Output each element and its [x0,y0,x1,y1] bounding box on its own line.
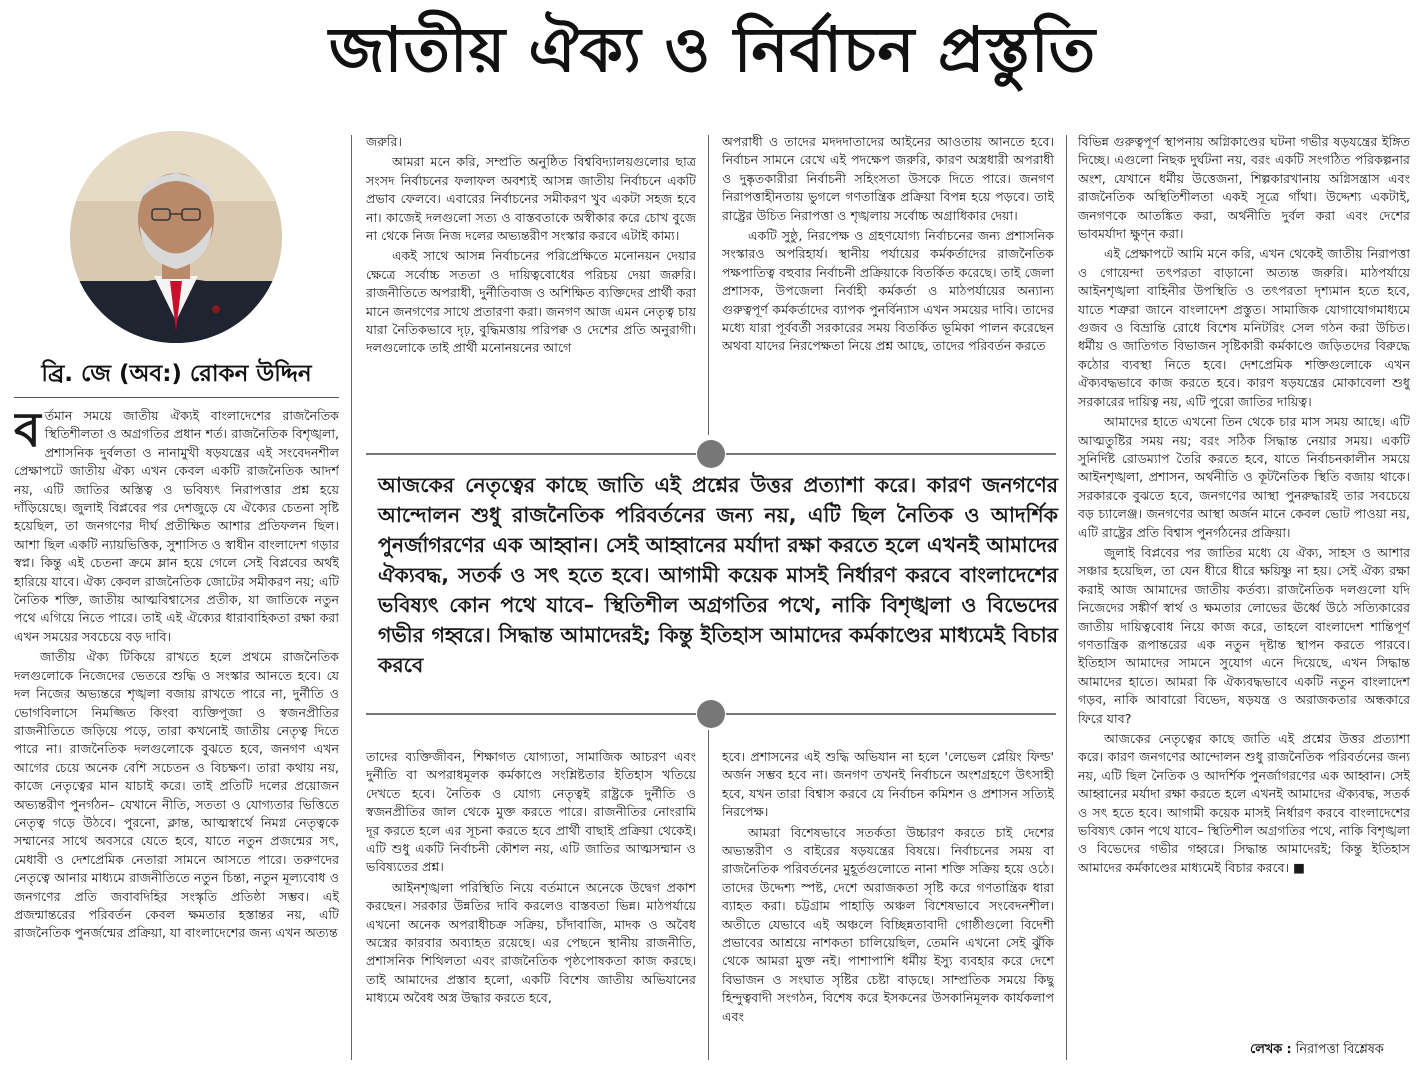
pull-quote: আজকের নেতৃত্বের কাছে জাতি এই প্রশ্নের উত্তর প্রত্যাশা করে। কারণ জনগণের আন্দোলন শুধু রাজনৈতিক পরিবর্তনের জন্য নয়, এটি ছিল নৈতিক ও আদর্শিক পুনর্জাগরণের এক আহ্বান। সেই আহ্বানের মর্যাদা রক্ষা করতে হলে এখনই আমাদের ঐক্যবদ্ধ, সতর্ক ও সৎ হতে হবে। আগামী কয়েক মাসই নির্ধারণ করবে বাংলাদেশের ভবিষ্যৎ কোন পথে যাবে– স্থিতিশীল অগ্রগতির পথে, নাকি বিশৃঙ্খলা ও বিভেদের গভীর গহ্বরে। সিদ্ধান্ত আমাদেরই; কিন্তু ইতিহাস আমাদের কর্মকাণ্ডের মাধ্যমেই বিচার করবে [378,473,1058,677]
ornament-divider-top [366,440,1056,468]
ornament-dot-icon [697,700,725,728]
column-4-paragraph: এই প্রেক্ষাপটে আমি মনে করি, এখন থেকেই জাতীয় নিরাপত্তা ও গোয়েন্দা তৎপরতা বাড়ানো অত্যন্ত জরুরি। মাঠপর্যায়ে আইনশৃঙ্খলা বাহিনীর উপস্থিতি ও তৎপরতা দৃশ্যমান হতে হবে, যাতে শত্রুরা জানে বাংলাদেশ প্রস্তুত। সামাজিক যোগাযোগমাধ্যমে গুজব ও বিভ্রান্তি রোধে বিশেষ মনিটরিং সেল গঠন করা উচিত। ধর্মীয় ও জাতিগত বিভাজন সৃষ্টিকারী কর্মকাণ্ডে জড়িতদের বিরুদ্ধে কঠোর ব্যবস্থা নিতে হবে। দেশপ্রেমিক শক্তিগুলোকে এখন ঐক্যবদ্ধভাবে কাজ করতে হবে। কারণ ষড়যন্ত্রের মোকাবেলা শুধু সরকারের দায়িত্ব নয়, এটি পুরো জাতির দায়িত্ব। [1078,246,1410,409]
column-divider [1066,135,1067,1060]
column-3-paragraph: হবে। প্রশাসনের এই শুদ্ধি অভিযান না হলে 'লেভেল প্লেয়িং ফিল্ড' অর্জন সম্ভব হবে না। জনগণ তখনই নির্বাচনে অংশগ্রহণে উৎসাহী হবে, যখন তারা বিশ্বাস করবে যে নির্বাচন কমিশন ও প্রশাসন সত্যিই নিরপেক্ষ। [722,749,1054,820]
column-divider [708,730,709,1060]
ornament-divider-bottom [366,700,1056,728]
column-2-top [366,133,696,425]
column-3-paragraph: একটি সুষ্ঠু, নিরপেক্ষ ও গ্রহণযোগ্য নির্বাচনের জন্য প্রশাসনিক সংস্কারও অপরিহার্য। স্থানীয় পর্যায়ের কর্মকর্তাদের রাজনৈতিক পক্ষপাতিত্ব বহুবার নির্বাচনী প্রক্রিয়াকে বিতর্কিত করেছে। তাই জেলা প্রশাসক, উপজেলা নির্বাহী কর্মকর্তা ও মাঠপর্যায়ের অন্যান্য গুরুত্বপূর্ণ কর্মকর্তাদের ব্যাপক পুনর্বিন্যাস এখন সময়ের দাবি। তাদের মধ্যে যারা পূর্ববর্তী সরকারের সময় বিতর্কিত ভূমিকা পালন করেছেন অথবা যাদের নিরপেক্ষতা নিয়ে প্রশ্ন আছে, তাদের পরিবর্তন করতে [722,228,1054,354]
ornament-line [726,453,1056,455]
column-divider [708,135,709,435]
author-note-label: লেখক : [1250,1042,1292,1057]
author-portrait [70,131,282,343]
column-3-paragraph: আমরা বিশেষভাবে সতর্কতা উচ্চারণ করতে চাই দেশের অভ্যন্তরীণ ও বাইরের ষড়যন্ত্রের বিষয়ে। নির্বাচনের সময় বা রাজনৈতিক পরিবর্তনের মুহূর্তগুলোতে নানা শক্তি সক্রিয় হয়ে ওঠে। তাদের উদ্দেশ্য স্পষ্ট, দেশে অরাজকতা সৃষ্টি করে গণতান্ত্রিক ধারা ব্যাহত করা। চট্টগ্রাম পাহাড়ি অঞ্চল বিশেষভাবে সংবেদনশীল। অতীতে যেভাবে এই অঞ্চলে বিচ্ছিন্নতাবাদী গোষ্ঠীগুলো বিদেশী প্রভাবের আশ্রয়ে নাশকতা চালিয়েছিল, তেমনি এখনো সেই ঝুঁকি থেকে আমরা মুক্ত নই। পাশাপাশি ধর্মীয় ইস্যু ব্যবহার করে দেশে বিভাজন ও সংঘাত সৃষ্টির চেষ্টা বাড়ছে। সাম্প্রতিক সময়ে কিছু হিন্দুত্ববাদী সংগঠন, বিশেষ করে ইসকনের উসকানিমূলক কার্যকলাপ এবং [722,824,1054,1024]
author-note-value: নিরাপত্তা বিশ্লেষক [1295,1042,1384,1057]
ornament-line [366,713,696,715]
column-4-paragraph: জুলাই বিপ্লবের পর জাতির মধ্যে যে ঐক্য, সাহস ও আশার সঞ্চার হয়েছিল, তা যেন ধীরে ধীরে ক্ষয়িষ্ণু না হয়। সেই ঐক্য রক্ষা করাই আজ আমাদের জাতীয় কর্তব্য। রাজনৈতিক দলগুলো যদি নিজেদের সঙ্কীর্ণ স্বার্থ ও ক্ষমতার লোভের ঊর্ধ্বে উঠে সত্যিকারের জাতীয় দায়িত্ববোধ নিয়ে কাজ করে, তাহলে বাংলাদেশ শান্তিপূর্ণ গণতান্ত্রিক রূপান্তরের এক নতুন দৃষ্টান্ত স্থাপন করতে পারবে। ইতিহাস আমাদের সামনে সুযোগ এনে দিয়েছে, এখন সিদ্ধান্ত আমাদের হাতে। আমরা কি ঐক্যবদ্ধভাবে একটি নতুন বাংলাদেশ গড়ব, নাকি আবারো বিভেদ, ষড়যন্ত্র ও অরাজকতার অন্ধকারে ফিরে যাব? [1078,544,1410,726]
author-photo [70,131,282,343]
column-2-bottom [366,748,696,1058]
drop-cap: ব [14,407,41,458]
author-note [1250,1040,1384,1061]
byline-rule [14,397,339,398]
column-1-paragraph: বর্তমান সময়ে জাতীয় ঐক্যই বাংলাদেশের রাজনৈতিক স্থিতিশীলতা ও অগ্রগতির প্রধান শর্ত। রাজনৈতিক বিশৃঙ্খলা, প্রশাসনিক দুর্বলতা ও নানামুখী ষড়যন্ত্রের এই সংবেদনশীল প্রেক্ষাপটে জাতীয় ঐক্য এখন কেবল একটি রাজনৈতিক আদর্শ নয়, এটি জাতির অস্তিত্ব ও ভবিষ্যৎ নিরাপত্তার প্রশ্ন হয়ে দাঁড়িয়েছে। জুলাই বিপ্লবের পর দেশজুড়ে যে ঐক্যের চেতনা সৃষ্টি হয়েছিল, তা জনগণের দীর্ঘ প্রতীক্ষিত আশার প্রতিফলন ছিল। আশা ছিল একটি ন্যায়ভিত্তিক, সুশাসিত ও স্বাধীন বাংলাদেশ গড়ার স্বপ্ন। কিন্তু এই চেতনা ক্রমে ম্লান হয়ে গেলে সেই বিপ্লবের অর্থই হারিয়ে যাবে। ঐক্য কেবল রাজনৈতিক জোটের সমীকরণ নয়; এটি নৈতিক শক্তি, জাতীয় আত্মবিশ্বাসের প্রতীক, যা জাতিকে নতুন পথে এগিয়ে নিতে পারে। তাই এই ঐক্যের ধারাবাহিকতা রক্ষা করা এখন সময়ের সবচেয়ে বড় দাবি। [14,407,339,644]
column-2-paragraph: আমরা মনে করি, সম্প্রতি অনুষ্ঠিত বিশ্ববিদ্যালয়গুলোর ছাত্র সংসদ নির্বাচনের ফলাফল অবশ্যই আসন্ন জাতীয় নির্বাচনে একটি প্রভাব ফেলবে। এবারের নির্বাচনের সমীকরণ খুব একটা সহজ হবে না। কাজেই দলগুলো সত্য ও বাস্তবতাকে অস্বীকার করে চোখ বুজে না থেকে নিজ নিজ দলের অভ্যন্তরীণ সংস্কার করবে এটাই কাম্য। [366,154,696,244]
column-1 [14,407,339,1057]
column-2-paragraph: একই সাথে আসন্ন নির্বাচনের পরিপ্রেক্ষিতে মনোনয়ন দেয়ার ক্ষেত্রে সর্বোচ্চ সততা ও দায়িত্ববোধের পরিচয় দেয়া জরুরি। রাজনীতিতে অপরাধী, দুর্নীতিবাজ ও অশিক্ষিত ব্যক্তিদের প্রার্থী করা মানে জনগণের সাথে প্রতারণা করা। জনগণ আজ এমন নেতৃত্ব চায় যারা নৈতিকভাবে দৃঢ়, বুদ্ধিমত্তায় পরিপক্ব ও দেশের প্রতি অনুরাগী। দলগুলোকে তাই প্রার্থী মনোনয়নের আগে [366,248,696,356]
ornament-line [366,453,696,455]
column-2-paragraph: আইনশৃঙ্খলা পরিস্থিতি নিয়ে বর্তমানে অনেকে উদ্বেগ প্রকাশ করছেন। সরকার উন্নতির দাবি করলেও বাস্তবতা ভিন্ন। মাঠপর্যায়ে এখনো অনেক অপরাধীচক্র সক্রিয়, চাঁদাবাজি, মাদক ও অবৈধ অস্ত্রের কারবার অব্যাহত রয়েছে। এর পেছনে স্থানীয় রাজনীতি, প্রশাসনিক শিথিলতা এবং রাজনৈতিক পৃষ্ঠপোষকতা কাজ করছে। তাই আমাদের প্রস্তাব হলো, একটি বিশেষ জাতীয় অভিযানের মাধ্যমে অবৈধ অস্ত্র উদ্ধার করতে হবে, [366,879,696,1006]
column-2-paragraph: তাদের ব্যক্তিজীবন, শিক্ষাগত যোগ্যতা, সামাজিক আচরণ এবং দুর্নীতি বা অপরাধমূলক কর্মকাণ্ডে সংশ্লিষ্টতার ইতিহাস খতিয়ে দেখতে হবে। নৈতিক ও যোগ্য নেতৃত্বই রাষ্ট্রকে দুর্নীতি ও স্বজনপ্রীতির জাল থেকে মুক্ত করতে পারে। রাজনীতির নোংরামি দূর করতে হলে এর সূচনা করতে হবে প্রার্থী বাছাই প্রক্রিয়া থেকেই। এটি শুধু একটি নির্বাচনী কৌশল নয়, এটি জাতির আত্মসম্মান ও ভবিষ্যতের প্রশ্ন। [366,749,696,875]
column-divider [351,135,352,1060]
column-2-paragraph: জরুরি। [366,134,402,149]
column-4-paragraph: আমাদের হাতে এখনো তিন থেকে চার মাস সময় আছে। এটি আত্মতুষ্টির সময় নয়; বরং সঠিক সিদ্ধান্ত নেয়ার সময়। একটি সুনির্দিষ্ট রোডম্যাপ তৈরি করতে হবে, যাতে নির্বাচনকালীন সময়ে আইনশৃঙ্খলা, প্রশাসন, অর্থনীতি ও কূটনৈতিক স্থিতি বজায় থাকে। সরকারকে বুঝতে হবে, জনগণের আস্থা পুনরুদ্ধারই তার সবচেয়ে বড় চ্যালেঞ্জ। জনগণের আস্থা অর্জন মানে কেবল ভোট পাওয়া নয়, এটি রাষ্ট্রের প্রতি বিশ্বাস পুনর্গঠনের প্রক্রিয়া। [1078,414,1410,540]
ornament-dot-icon [697,440,725,468]
column-4-paragraph: বিভিন্ন গুরুত্বপূর্ণ স্থাপনায় অগ্নিকাণ্ডের ঘটনা গভীর ষড়যন্ত্রের ইঙ্গিত দিচ্ছে। এগুলো নিছক দুর্ঘটনা নয়, বরং একটি সংগঠিত পরিকল্পনার অংশ, যেখানে ধর্মীয় উত্তেজনা, শিল্পকারখানায় অগ্নিসন্ত্রাস এবং রাজনৈতিক অস্থিতিশীলতা একই সূত্রে গাঁথা। উদ্দেশ্য একটাই, জনগণকে আতঙ্কিত করা, অর্থনীতি দুর্বল করা এবং দেশের ভাবমর্যাদা ক্ষুণ্ন করা। [1078,134,1410,242]
column-4-paragraph: আজকের নেতৃত্বের কাছে জাতি এই প্রশ্নের উত্তর প্রত্যাশা করে। কারণ জনগণের আন্দোলন শুধু রাজনৈতিক পরিবর্তনের জন্য নয়, এটি ছিল নৈতিক ও আদর্শিক পুনর্জাগরণের এক আহ্বান। সেই আহ্বানের মর্যাদা রক্ষা করতে হলে এখনই আমাদের ঐক্যবদ্ধ, সতর্ক ও সৎ হতে হবে। আগামী কয়েক মাসই নির্ধারণ করবে বাংলাদেশের ভবিষ্যৎ কোন পথে যাবে– স্থিতিশীল অগ্রগতির পথে, নাকি বিশৃঙ্খলা ও বিভেদের গভীর গহ্বরে। সিদ্ধান্ত আমাদেরই; কিন্তু ইতিহাস আমাদের কর্মকাণ্ডের মাধ্যমেই বিচার করবে। ■ [1078,731,1410,875]
ornament-line [726,713,1056,715]
byline: ব্রি. জে (অব:) রোকন উদ্দিন [41,361,312,387]
column-3-paragraph: অপরাধী ও তাদের মদদদাতাদের আইনের আওতায় আনতে হবে। নির্বাচন সামনে রেখে এই পদক্ষেপ জরুরি, কারণ অস্ত্রধারী অপরাধী ও দুষ্কৃতকারীরা নির্বাচনী সহিংসতা উসকে দিতে পারে। জনগণ নিরাপত্তাহীনতায় ভুগলে গণতান্ত্রিক প্রক্রিয়া বিপন্ন হয়ে পড়বে। তাই রাষ্ট্রের উচিত নিরাপত্তা ও শৃঙ্খলায় সর্বোচ্চ অগ্রাধিকার দেয়া। [722,134,1054,223]
headline: জাতীয় ঐক্য ও নির্বাচন প্রস্তুতি [328,13,1097,86]
column-3-bottom [722,748,1054,1058]
column-1-paragraph: জাতীয় ঐক্য টিকিয়ে রাখতে হলে প্রথমে রাজনৈতিক দলগুলোকে নিজেদের ভেতরে শুদ্ধি ও সংস্কার আনতে হবে। যে দল নিজের অভ্যন্তরে শৃঙ্খলা বজায় রাখতে পারে না, দুর্নীতি ও ভোগবিলাসে নিমজ্জিত কিংবা ব্যক্তিপূজা ও স্বজনপ্রীতির রাজনীতিতে জড়িয়ে পড়ে, তারা কখনোই জাতীয় নেতৃত্ব দিতে পারে না। রাজনৈতিক দলগুলোকে বুঝতে হবে, জনগণ এখন আগের চেয়ে অনেক বেশি সচেতন ও বিচক্ষণ। তারা কথায় নয়, কাজে নেতৃত্বের মান যাচাই করে। তাই প্রতিটি দলের প্রয়োজন অভ্যন্তরীণ পুনর্গঠন– যেখানে নীতি, সততা ও যোগ্যতার ভিত্তিতে নেতৃত্ব গড়ে উঠবে। পুরনো, ক্লান্ত, আত্মস্বার্থে নিমগ্ন নেতৃত্বকে সম্মানের সাথে অবসরে যেতে হবে, যাতে নতুন প্রজন্মের সৎ, মেধাবী ও দেশপ্রেমিক নেতারা সামনে আসতে পারে। তরুণদের নেতৃত্বে আনার মাধ্যমে রাজনীতিতে নতুন চিন্তা, নতুন মূল্যবোধ ও জনগণের প্রতি জবাবদিহির সংস্কৃতি প্রতিষ্ঠা সম্ভব। এই প্রজন্মান্তরের পরিবর্তন কেবল ক্ষমতার হস্তান্তর নয়, এটি রাজনৈতিক পুনর্জন্মের প্রক্রিয়া, যা বাংলাদেশের জন্য এখন অত্যন্ত [14,649,339,941]
column-3-top [722,133,1054,425]
column-4 [1078,133,1410,1033]
